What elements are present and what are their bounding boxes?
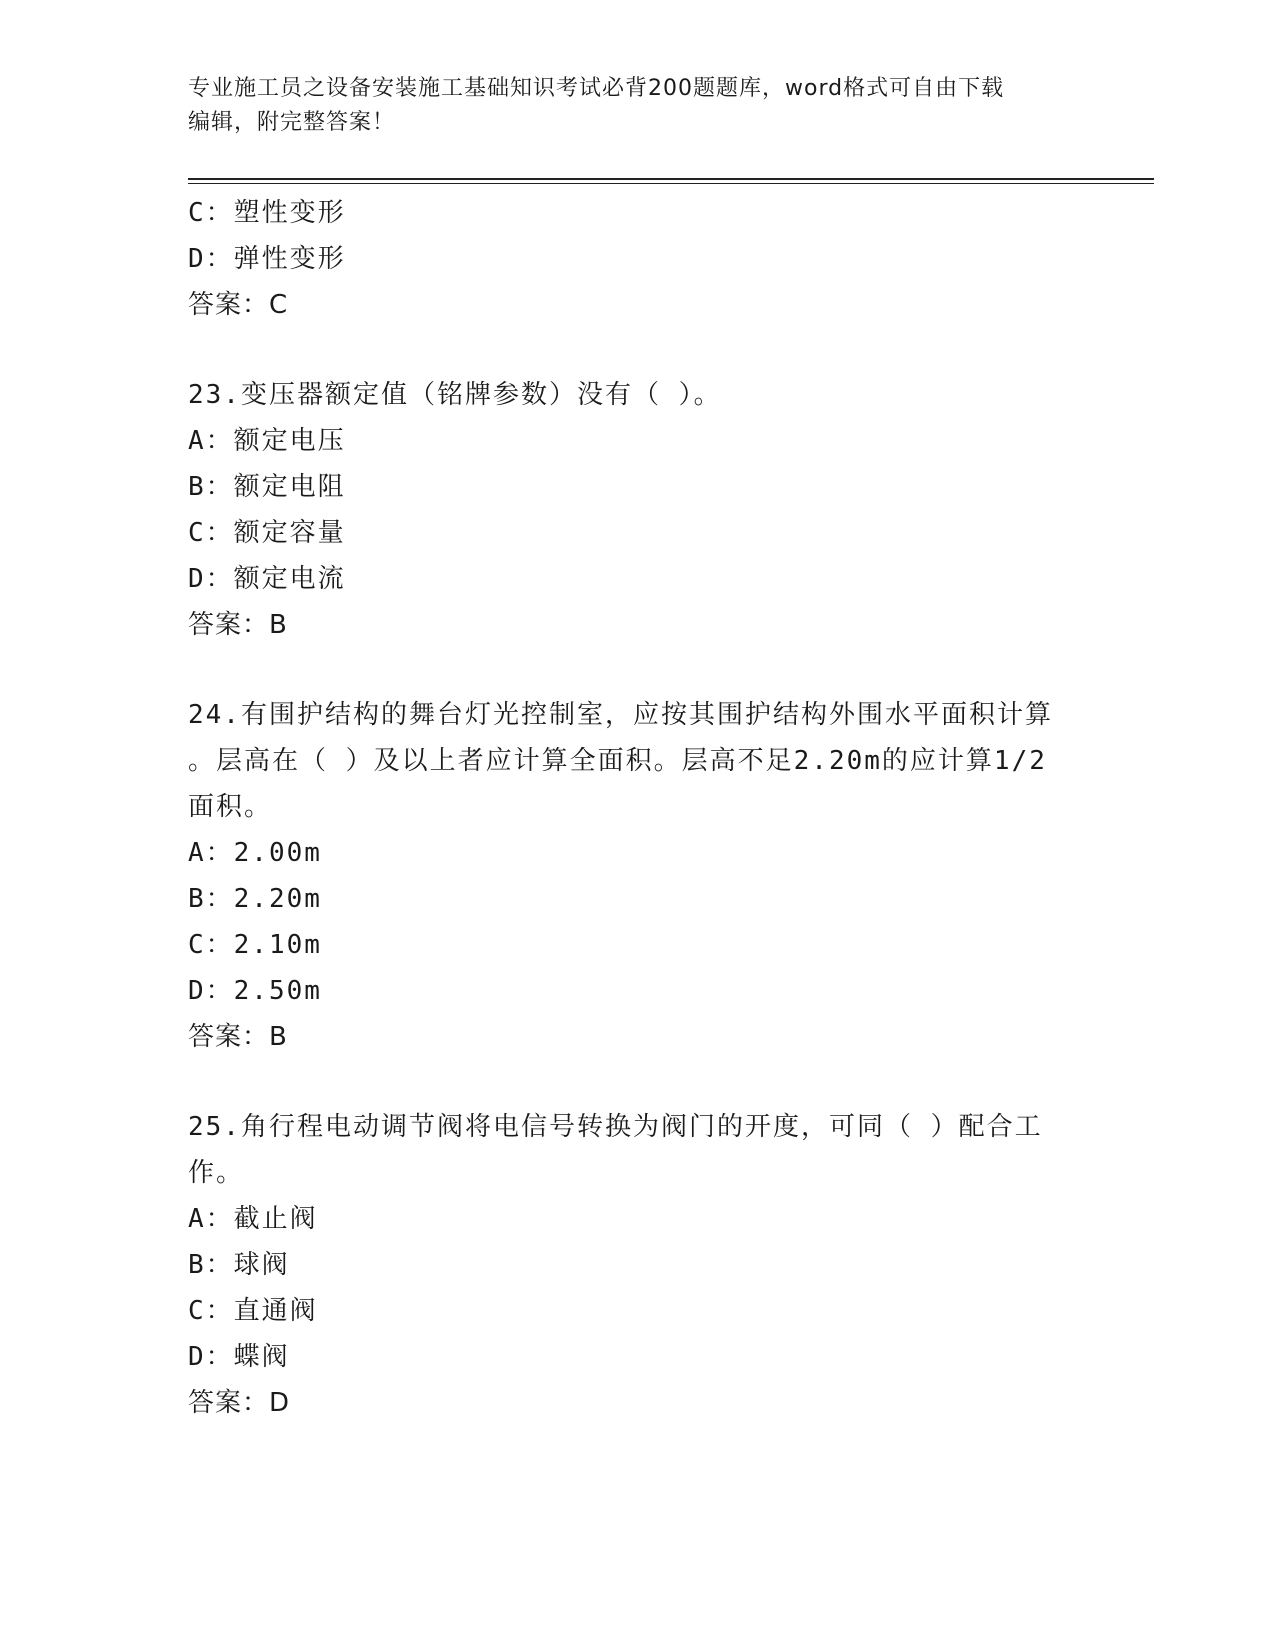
q24-option-d: D：2.50m	[188, 976, 322, 1006]
question-25	[188, 1104, 1088, 1426]
q22-option-d: D：弹性变形	[188, 244, 346, 274]
q23-stem: 23.变压器额定值（铭牌参数）没有（ ）。	[188, 380, 722, 410]
q23-option-c: C：额定容量	[188, 518, 346, 548]
q24-answer: 答案：B	[188, 1022, 288, 1052]
q24-stem-line3: 面积。	[188, 792, 273, 822]
header-title-line1: 专业施工员之设备安装施工基础知识考试必背200题题库，word格式可自由下载	[188, 76, 1005, 101]
q22-answer: 答案：C	[188, 290, 289, 320]
question-spacer	[188, 328, 1088, 372]
q25-stem-line1: 25.角行程电动调节阀将电信号转换为阀门的开度，可同（ ）配合工	[188, 1112, 1043, 1142]
header-divider-thin	[188, 183, 1154, 184]
question-list	[188, 190, 1088, 1426]
question-spacer	[188, 648, 1088, 692]
header-divider-thick	[188, 178, 1154, 180]
document-header	[188, 72, 1088, 140]
q24-option-a: A：2.00m	[188, 838, 322, 868]
question-23	[188, 372, 1088, 648]
q25-stem-line2: 作。	[188, 1158, 245, 1188]
q25-option-d: D：蝶阀	[188, 1342, 290, 1372]
q25-option-b: B：球阀	[188, 1250, 290, 1280]
q24-option-c: C：2.10m	[188, 930, 322, 960]
q23-option-b: B：额定电阻	[188, 472, 346, 502]
q24-option-b: B：2.20m	[188, 884, 322, 914]
question-24	[188, 692, 1088, 1060]
q23-option-d: D：额定电流	[188, 564, 346, 594]
q23-answer: 答案：B	[188, 610, 288, 640]
question-spacer	[188, 1060, 1088, 1104]
q25-option-c: C：直通阀	[188, 1296, 318, 1326]
q25-option-a: A：截止阀	[188, 1204, 318, 1234]
q24-stem-line2: 。层高在（ ）及以上者应计算全面积。层高不足2.20m的应计算1/2	[188, 746, 1047, 776]
question-22	[188, 190, 1088, 328]
q23-option-a: A：额定电压	[188, 426, 346, 456]
q24-stem-line1: 24.有围护结构的舞台灯光控制室，应按其围护结构外围水平面积计算	[188, 700, 1053, 730]
header-title-line2: 编辑，附完整答案！	[188, 110, 396, 135]
q22-option-c: C：塑性变形	[188, 198, 346, 228]
q25-answer: 答案：D	[188, 1388, 291, 1418]
